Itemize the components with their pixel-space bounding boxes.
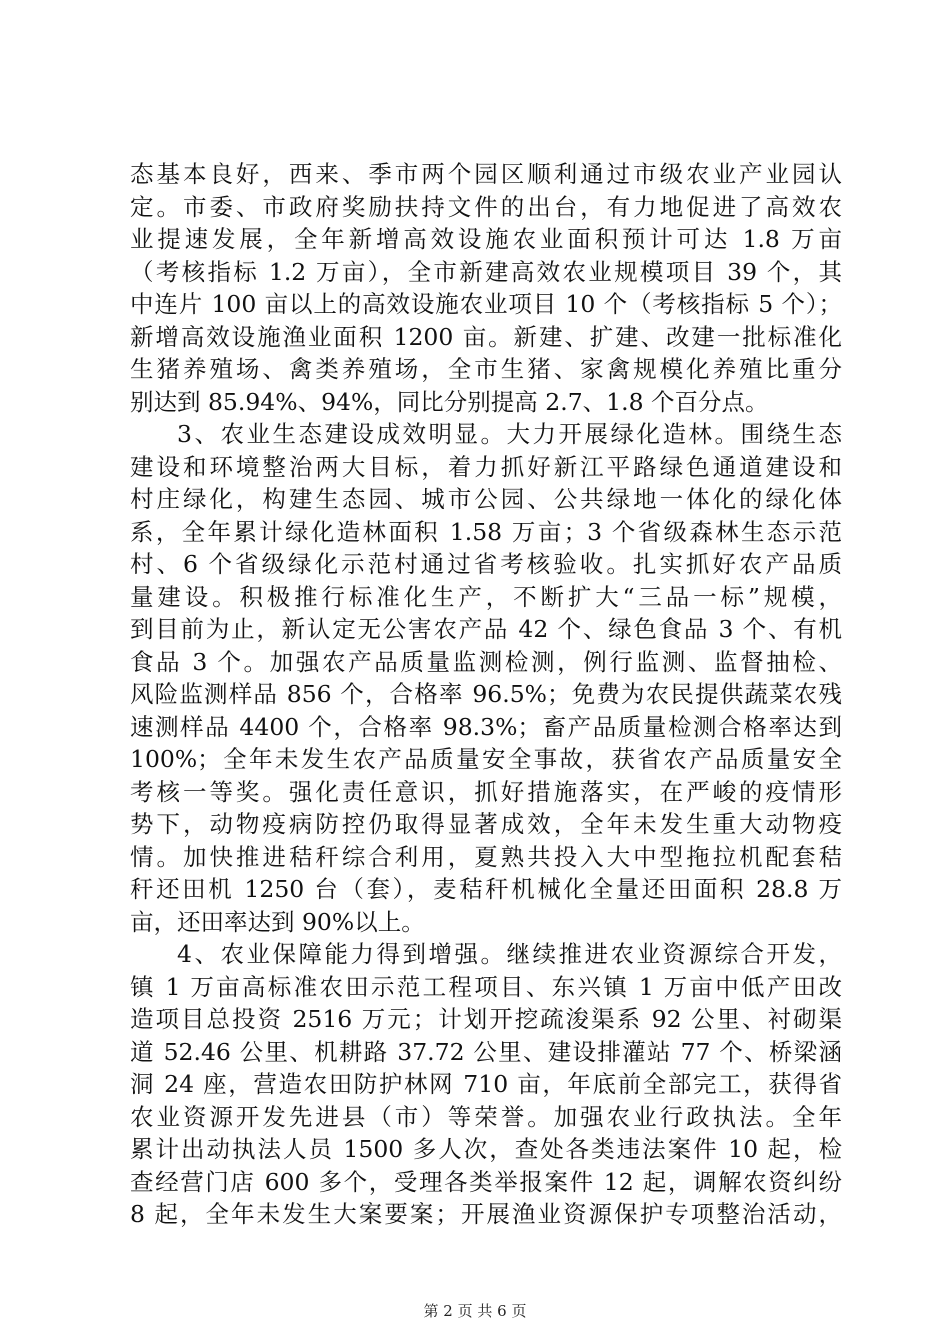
text-line: 农业资源开发先进县（市）等荣誉。加强农业行政执法。全年 [130, 1102, 842, 1131]
paragraph-1 [130, 158, 842, 418]
text-line: 风险监测样品 856 个，合格率 96.5%；免费为农民提供蔬菜农残 [130, 680, 842, 708]
text-line: 新增高效设施渔业面积 1200 亩。新建、扩建、改建一批标准化 [130, 322, 842, 351]
text-line: 村、6 个省级绿化示范村通过省考核验收。扎实抓好农产品质 [130, 550, 842, 578]
text-line: 生猪养殖场、禽类养殖场，全市生猪、家禽规模化养殖比重分 [130, 355, 842, 383]
text-line: 别达到 85.94%、94%，同比分别提高 2.7、1.8 个百分点。 [130, 387, 769, 416]
text-line: 业提速发展，全年新增高效设施农业面积预计可达 1.8 万亩 [130, 225, 842, 253]
text-line: 中连片 100 亩以上的高效设施农业项目 10 个（考核指标 5 个）； [130, 290, 842, 318]
text-line: 量建设。积极推行标准化生产，不断扩大“三品一标”规模， [130, 582, 842, 611]
text-line: 查经营门店 600 多个，受理各类举报案件 12 起，调解农资纠纷 [130, 1167, 842, 1196]
text-line: 考核一等奖。强化责任意识，抓好措施落实，在严峻的疫情形 [130, 777, 842, 806]
text-line: 到目前为止，新认定无公害农产品 42 个、绿色食品 3 个、有机 [130, 615, 842, 643]
text-line: 速测样品 4400 个，合格率 98.3%；畜产品质量检测合格率达到 [130, 712, 842, 741]
text-line: 亩，还田率达到 90%以上。 [130, 907, 425, 936]
text-line: 建设和环境整治两大目标，着力抓好新江平路绿色通道建设和 [130, 452, 842, 481]
text-line: 系，全年累计绿化造林面积 1.58 万亩；3 个省级森林生态示范 [130, 517, 842, 546]
text-line: 洞 24 座，营造农田防护林网 710 亩，年底前全部完工，获得省 [130, 1070, 842, 1098]
text-line: 村庄绿化，构建生态园、城市公园、公共绿地一体化的绿化体 [130, 485, 842, 513]
text-line: 4、农业保障能力得到增强。继续推进农业资源综合开发， [177, 940, 842, 968]
text-line: 势下，动物疫病防控仍取得显著成效，全年未发生重大动物疫 [130, 810, 842, 838]
text-line: 造项目总投资 2516 万元；计划开挖疏浚渠系 92 公里、衬砌渠 [130, 1005, 842, 1033]
page-footer [0, 1301, 950, 1321]
paragraph-2 [130, 418, 842, 938]
text-line: 道 52.46 公里、机耕路 37.72 公里、建设排灌站 77 个、桥梁涵 [130, 1037, 842, 1066]
text-line: （考核指标 1.2 万亩），全市新建高效农业规模项目 39 个，其 [130, 257, 842, 286]
text-line: 100%；全年未发生农产品质量安全事故，获省农产品质量安全 [130, 745, 842, 773]
document-body [130, 158, 842, 1231]
text-line: 镇 1 万亩高标准农田示范工程项目、东兴镇 1 万亩中低产田改 [130, 972, 842, 1001]
page-number-label: 第 2 页 共 6 页 [423, 1302, 527, 1320]
text-line: 定。市委、市政府奖励扶持文件的出台，有力地促进了高效农 [130, 192, 842, 221]
text-line: 秆还田机 1250 台（套），麦秸秆机械化全量还田面积 28.8 万 [130, 875, 842, 903]
paragraph-3 [130, 938, 842, 1231]
text-line: 8 起，全年未发生大案要案；开展渔业资源保护专项整治活动， [130, 1200, 842, 1228]
text-line: 累计出动执法人员 1500 多人次，查处各类违法案件 10 起，检 [130, 1135, 842, 1163]
text-line: 情。加快推进秸秆综合利用，夏熟共投入大中型拖拉机配套秸 [130, 842, 842, 871]
text-line: 态基本良好，西来、季市两个园区顺利通过市级农业产业园认 [130, 160, 842, 188]
text-line: 食品 3 个。加强农产品质量监测检测，例行监测、监督抽检、 [130, 647, 842, 676]
text-line: 3、农业生态建设成效明显。大力开展绿化造林。围绕生态 [177, 420, 842, 448]
